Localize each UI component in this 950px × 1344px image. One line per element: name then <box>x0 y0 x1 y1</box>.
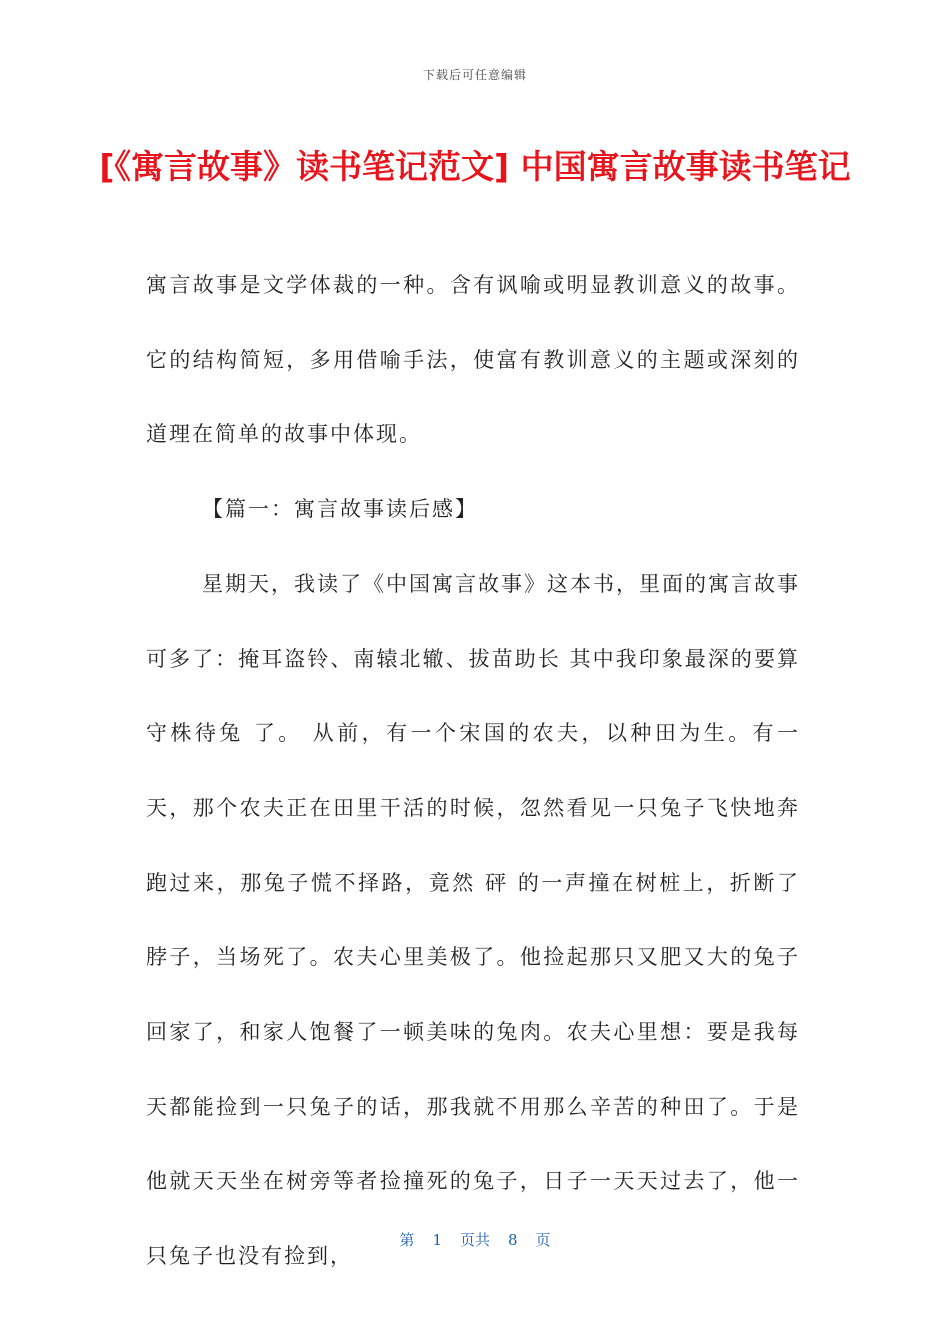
total-pages: 8 <box>508 1231 518 1249</box>
section-heading: 【篇一：寓言故事读后感】 <box>202 497 478 522</box>
story-paragraph: 星期天，我读了《中国寓言故事》这本书，里面的寓言故事可多了：掩耳盗铃、南辕北辙、拔苗助长 其中我印象最深的要算 守株待兔 了。 从前，有一个宋国的农夫，以种田为生。有一天，那个农夫正在田里干活的时候，忽然看见一只兔子飞快地奔跑过来，那兔子慌不择路，竟然 砰 的一声撞在树桩上，折断了脖子，当场死了。农夫心里美极了。他捡起那只又肥又大的兔子回家了，和家人饱餐了一顿美味的兔肉。农夫心里想：要是我每天都能捡到一只兔子的话，那我就不用那么辛苦的种田了。于是他就天天坐在树旁等者捡撞死的兔子，日子一天天过去了，他一只兔子也没有捡到， <box>146 571 800 1269</box>
page-label: 第 <box>399 1231 415 1249</box>
page-suffix: 页 <box>535 1231 551 1249</box>
page-number: 1 <box>432 1231 442 1249</box>
page-footer <box>0 1229 950 1250</box>
header-note: 下载后可任意编辑 <box>422 68 527 82</box>
total-prefix: 页共 <box>459 1231 490 1249</box>
intro-paragraph: 寓言故事是文学体裁的一种。含有讽喻或明显教训意义的故事。它的结构简短，多用借喻手法，使富有教训意义的主题或深刻的道理在简单的故事中体现。 <box>146 273 800 447</box>
document-body <box>146 248 800 1294</box>
document-title: [《寓言故事》读书笔记范文] 中国寓言故事读书笔记 <box>99 147 851 186</box>
